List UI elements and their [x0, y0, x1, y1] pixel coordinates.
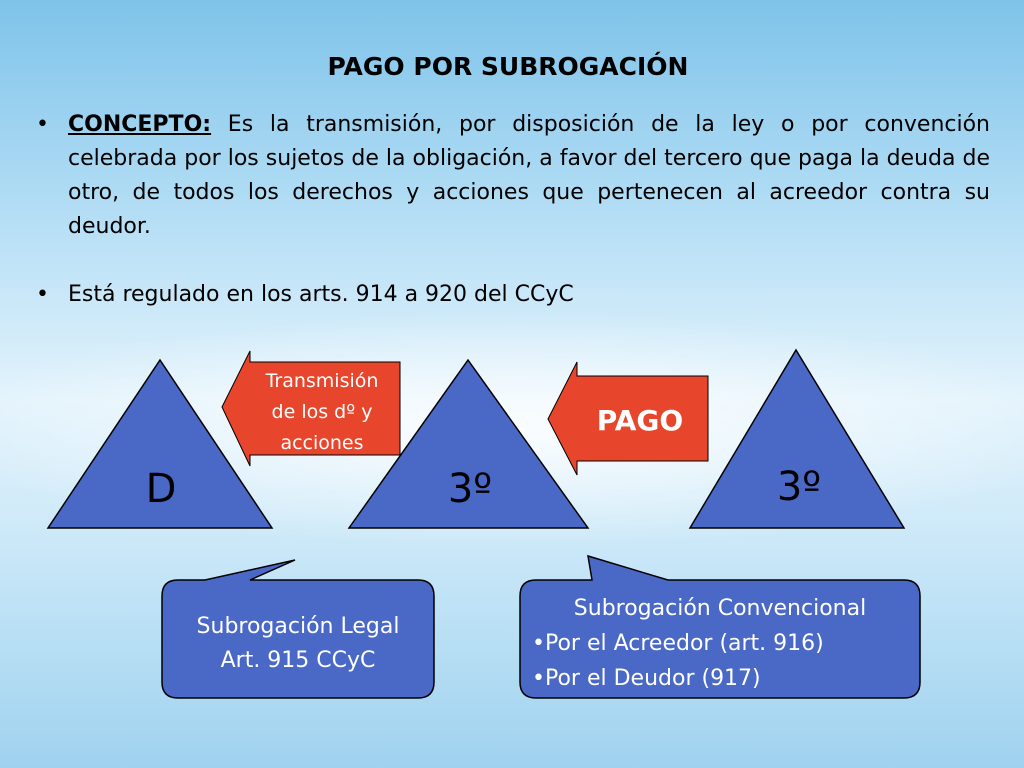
regulacion-text: Está regulado en los arts. 914 a 920 del CCyC — [68, 282, 574, 307]
triangle-tercero-right-label: 3º — [776, 464, 822, 510]
slide-title: PAGO POR SUBROGACIÓN — [327, 52, 689, 81]
convencional-deudor: •Por el Deudor (917) — [532, 666, 761, 691]
transmision-text-line2: de los dº y — [271, 401, 373, 423]
pago-label: PAGO — [596, 404, 684, 437]
concepto-label: CONCEPTO: — [68, 112, 212, 137]
legal-line1: Subrogación Legal — [196, 614, 400, 639]
triangle-tercero-middle-label: 3º — [447, 466, 493, 512]
convencional-title: Subrogación Convencional — [573, 596, 867, 621]
concepto-text: Es la transmisión, por disposición de la ley o por convención celebrada por los sujetos de la obligación, a favor del tercero que paga la deuda de otro, de todos los derechos y acciones que pertenecen al acreedor contra su deudor. — [68, 112, 990, 239]
transmision-text-line3: acciones — [280, 432, 364, 454]
transmision-text-line1: Transmisión — [265, 370, 379, 392]
triangle-deudor-label: D — [145, 466, 177, 512]
convencional-acreedor: •Por el Acreedor (art. 916) — [532, 631, 824, 656]
legal-line2: Art. 915 CCyC — [220, 648, 376, 673]
